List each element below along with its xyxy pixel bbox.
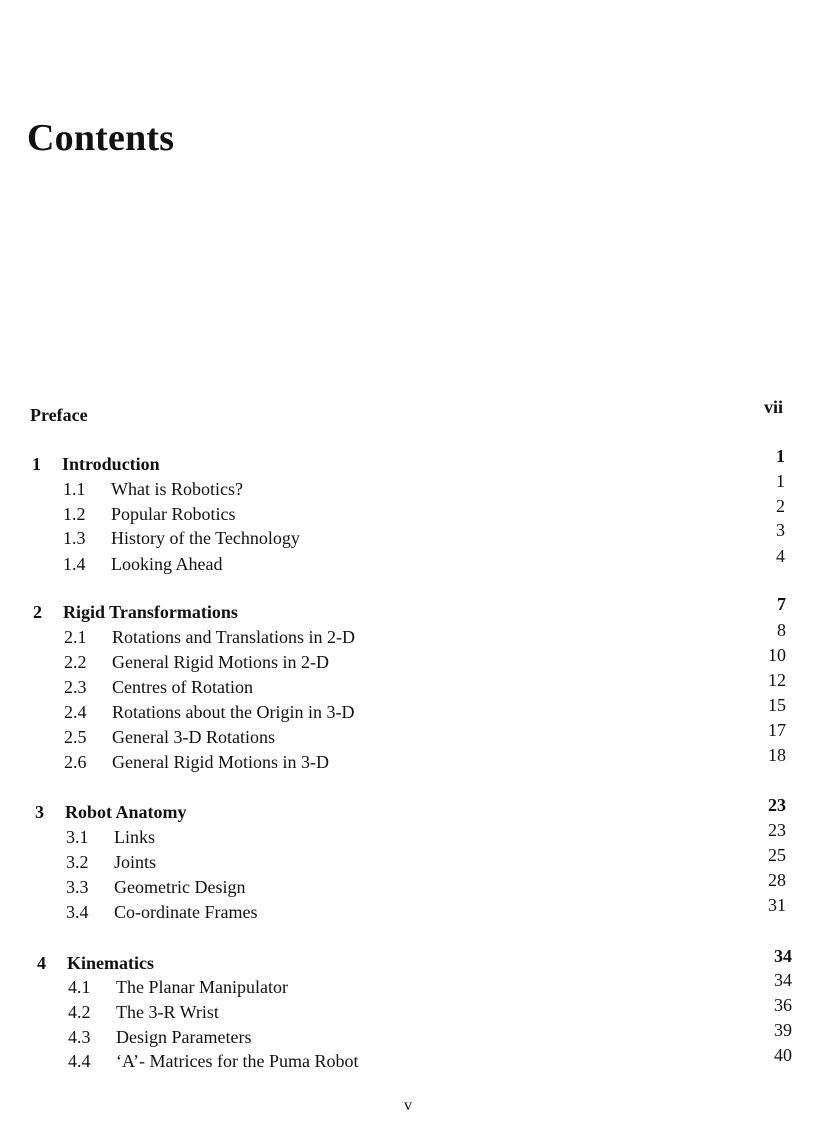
section-page: 1 xyxy=(776,471,785,491)
section-page: 2 xyxy=(776,496,785,516)
section-number: 2.1 xyxy=(64,627,87,647)
section-number: 2.3 xyxy=(64,677,87,697)
toc-section[interactable] xyxy=(64,626,355,648)
toc-section[interactable] xyxy=(68,1026,251,1048)
toc-chapter-2[interactable] xyxy=(33,601,238,623)
section-number: 1.4 xyxy=(63,554,86,574)
section-title: Rotations and Translations in 2-D xyxy=(112,627,356,647)
preface-label: Preface xyxy=(30,405,88,425)
toc-section[interactable] xyxy=(66,851,156,873)
section-number: 4.2 xyxy=(68,1002,91,1022)
toc-section[interactable] xyxy=(63,503,236,525)
section-page: 36 xyxy=(774,995,792,1015)
chapter-title: Rigid Transformations xyxy=(63,602,238,622)
section-number: 1.2 xyxy=(63,504,86,524)
chapter-page: 34 xyxy=(774,946,792,966)
section-page: 4 xyxy=(776,546,785,566)
chapter-page: 7 xyxy=(777,594,786,614)
chapter-title: Introduction xyxy=(62,454,160,474)
section-page: 8 xyxy=(777,620,786,640)
section-number: 3.3 xyxy=(66,877,89,897)
section-title: Geometric Design xyxy=(114,877,246,897)
section-page: 34 xyxy=(774,970,792,990)
preface-page: vii xyxy=(763,397,783,417)
section-number: 2.5 xyxy=(64,727,87,747)
toc-section[interactable] xyxy=(64,701,354,723)
toc-section[interactable] xyxy=(66,826,155,848)
toc-section[interactable] xyxy=(68,1001,219,1023)
chapter-page: 1 xyxy=(776,446,785,466)
section-page: 10 xyxy=(768,645,786,665)
section-number: 2.6 xyxy=(64,752,87,772)
section-title: Rotations about the Origin in 3-D xyxy=(112,702,355,722)
section-page: 23 xyxy=(768,820,786,840)
section-title: Links xyxy=(114,827,156,847)
section-page: 40 xyxy=(774,1045,792,1065)
toc-preface[interactable] xyxy=(30,404,88,426)
section-title: Popular Robotics xyxy=(111,504,236,524)
section-number: 4.1 xyxy=(68,977,91,997)
chapter-number: 1 xyxy=(32,454,41,474)
section-page: 28 xyxy=(768,870,786,890)
section-title: Co-ordinate Frames xyxy=(114,902,258,922)
section-number: 1.1 xyxy=(63,479,86,499)
section-title: What is Robotics? xyxy=(111,479,243,499)
toc-section[interactable] xyxy=(68,1050,358,1072)
section-number: 1.3 xyxy=(63,528,86,548)
toc-section[interactable] xyxy=(64,676,253,698)
section-page: 18 xyxy=(768,745,786,765)
toc-section[interactable] xyxy=(63,553,222,575)
section-title: General 3-D Rotations xyxy=(112,727,275,747)
section-title: General Rigid Motions in 3-D xyxy=(112,752,329,772)
section-title: Joints xyxy=(114,852,157,872)
section-title: Design Parameters xyxy=(116,1027,252,1047)
chapter-number: 4 xyxy=(37,953,46,973)
chapter-page: 23 xyxy=(768,795,786,815)
section-page: 39 xyxy=(774,1020,792,1040)
section-page: 3 xyxy=(776,520,785,540)
toc-chapter-1[interactable] xyxy=(32,453,160,475)
section-page: 12 xyxy=(768,670,786,690)
section-number: 2.4 xyxy=(64,702,87,722)
toc-section[interactable] xyxy=(63,527,300,549)
toc-section[interactable] xyxy=(64,651,329,673)
toc-section[interactable] xyxy=(64,726,275,748)
toc-section[interactable] xyxy=(66,876,245,898)
section-page: 31 xyxy=(768,895,786,915)
section-number: 4.4 xyxy=(68,1051,91,1071)
toc-section[interactable] xyxy=(68,976,288,998)
section-title: General Rigid Motions in 2-D xyxy=(112,652,329,672)
page-folio: v xyxy=(404,1097,412,1114)
toc-chapter-4[interactable] xyxy=(37,952,154,974)
toc-section[interactable] xyxy=(66,901,257,923)
section-title: Looking Ahead xyxy=(111,554,223,574)
section-number: 4.3 xyxy=(68,1027,91,1047)
chapter-title: Robot Anatomy xyxy=(65,802,187,822)
section-page: 25 xyxy=(768,845,786,865)
chapter-title: Kinematics xyxy=(67,953,154,973)
section-title: Centres of Rotation xyxy=(112,677,253,697)
toc-chapter-3[interactable] xyxy=(35,801,187,823)
section-number: 3.4 xyxy=(66,902,89,922)
section-title: History of the Technology xyxy=(111,528,300,548)
section-page: 15 xyxy=(768,695,786,715)
section-number: 3.2 xyxy=(66,852,89,872)
page-title: Contents xyxy=(27,117,175,159)
toc-section[interactable] xyxy=(64,751,329,773)
section-title: ‘A’- Matrices for the Puma Robot xyxy=(116,1051,359,1071)
chapter-number: 3 xyxy=(35,802,44,822)
chapter-number: 2 xyxy=(33,602,42,622)
section-number: 2.2 xyxy=(64,652,87,672)
section-page: 17 xyxy=(768,720,786,740)
toc-section[interactable] xyxy=(63,478,243,500)
section-title: The 3-R Wrist xyxy=(116,1002,219,1022)
section-number: 3.1 xyxy=(66,827,89,847)
section-title: The Planar Manipulator xyxy=(116,977,288,997)
